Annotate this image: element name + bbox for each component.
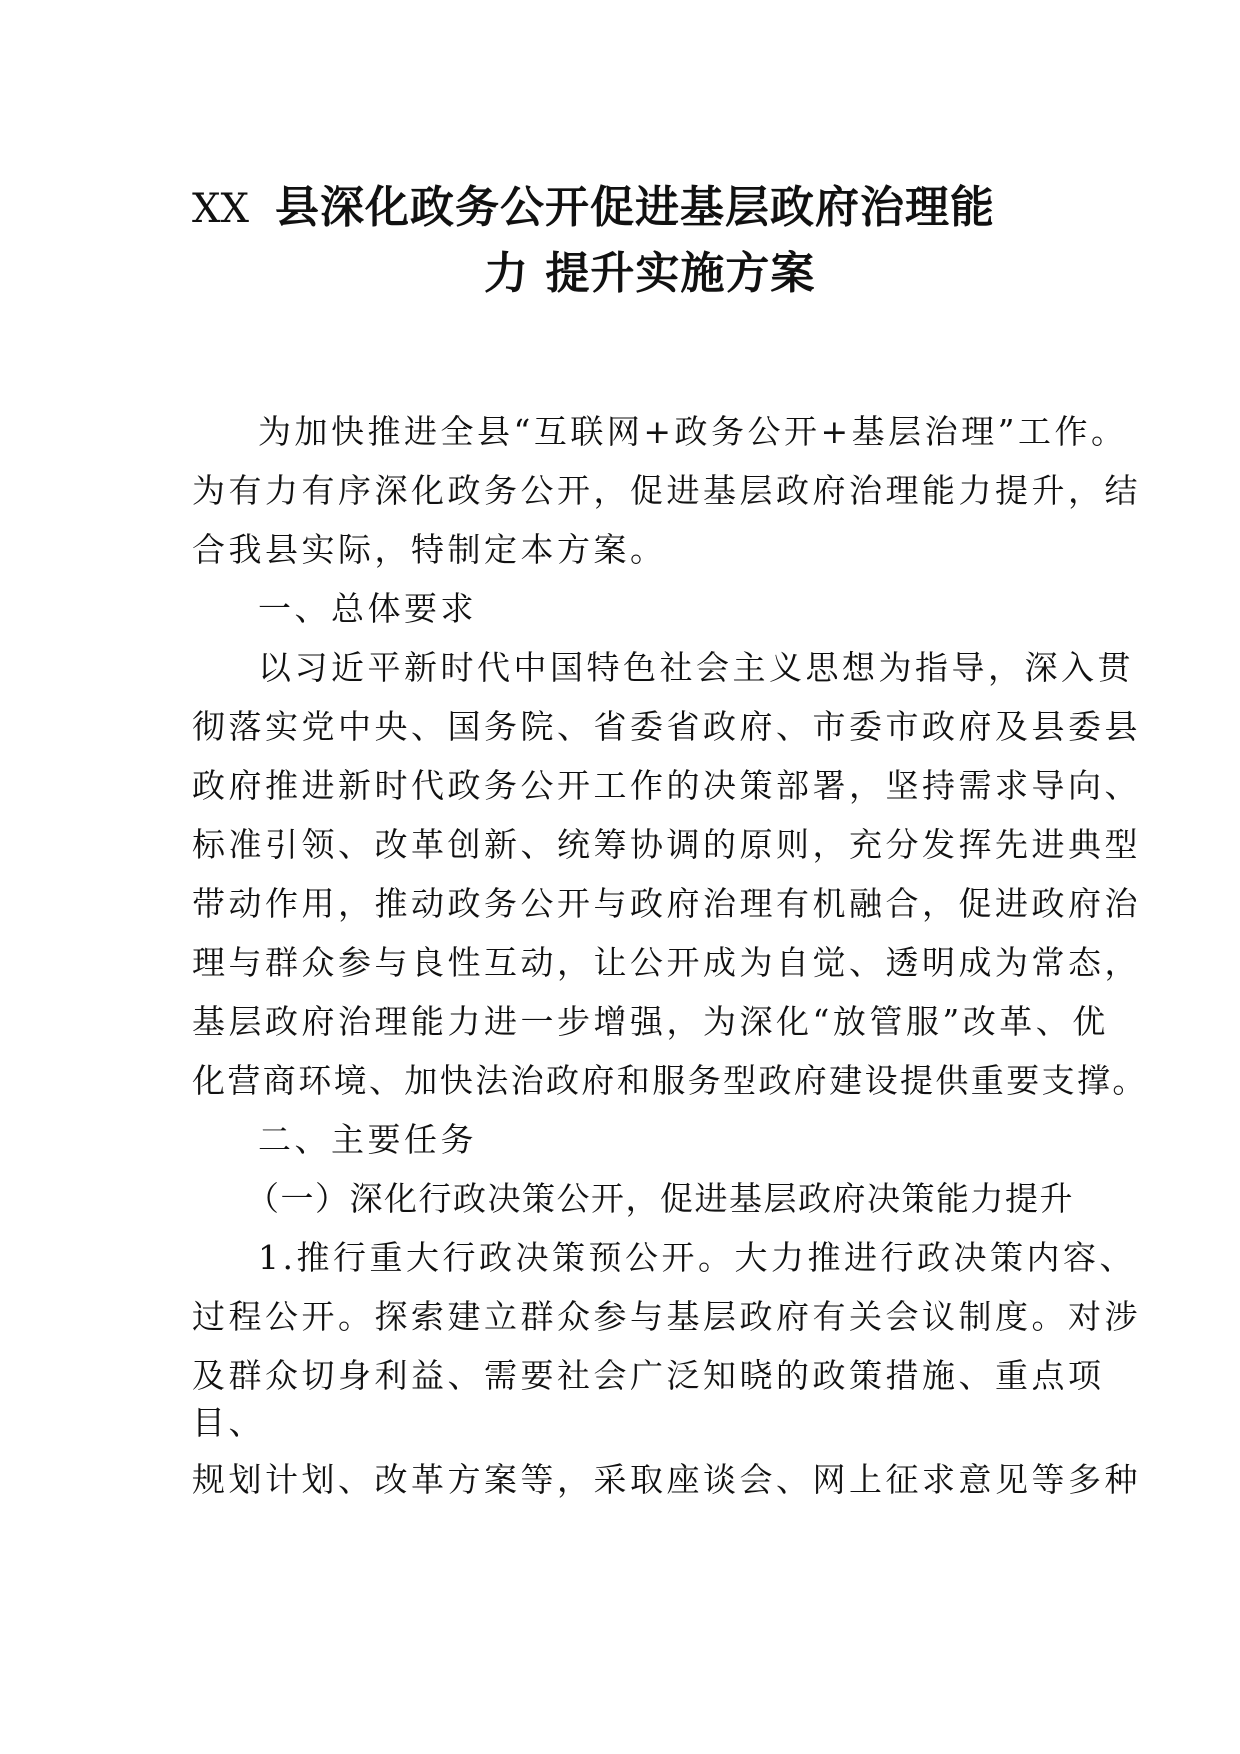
- body-line: 基层政府治理能力进一步增强，为深化“放管服”改革、优: [192, 1002, 1109, 1041]
- title-prefix: XX: [192, 186, 249, 232]
- body-line: 以习近平新时代中国特色社会主义思想为指导，深入贯: [258, 648, 1134, 687]
- title-text-1: 县深化政务公开促进基层政府治理能: [274, 182, 995, 233]
- section-heading: 二、主要任务: [258, 1120, 477, 1159]
- body-line: 彻落实党中央、国务院、省委省政府、市委市政府及县委县: [192, 707, 1141, 746]
- body-line: 合我县实际，特制定本方案。: [192, 530, 667, 569]
- body-line: 为加快推进全县“互联网+政务公开+基层治理”工作。: [258, 412, 1128, 451]
- body-line: 规划计划、改革方案等，采取座谈会、网上征求意见等多种: [192, 1460, 1141, 1499]
- body-line: 为有力有序深化政务公开，促进基层政府治理能力提升，结: [192, 471, 1141, 510]
- body-line: 带动作用，推动政务公开与政府治理有机融合，促进政府治: [192, 884, 1141, 923]
- body-line: 政府推进新时代政务公开工作的决策部署，坚持需求导向、: [192, 766, 1141, 805]
- body-line: 标准引领、改革创新、统筹协调的原则，充分发挥先进典型: [192, 825, 1141, 864]
- body-line: 化营商环境、加快法治政府和服务型政府建设提供重要支撑。: [192, 1061, 1148, 1100]
- document-title-line-2: 力 提升实施方案: [484, 248, 816, 299]
- body-line: 1.推行重大行政决策预公开。大力推进行政决策内容、: [258, 1238, 1136, 1277]
- section-heading: 一、总体要求: [258, 589, 477, 628]
- document-title-line-1: [192, 182, 995, 233]
- body-line: 目、: [192, 1403, 265, 1442]
- body-line: 及群众切身利益、需要社会广泛知晓的政策措施、重点项: [192, 1356, 1105, 1395]
- subsection-heading: （一）深化行政决策公开，促进基层政府决策能力提升: [246, 1179, 1074, 1218]
- body-line: 过程公开。探索建立群众参与基层政府有关会议制度。对涉: [192, 1297, 1141, 1336]
- body-line: 理与群众参与良性互动，让公开成为自觉、透明成为常态，: [192, 943, 1141, 982]
